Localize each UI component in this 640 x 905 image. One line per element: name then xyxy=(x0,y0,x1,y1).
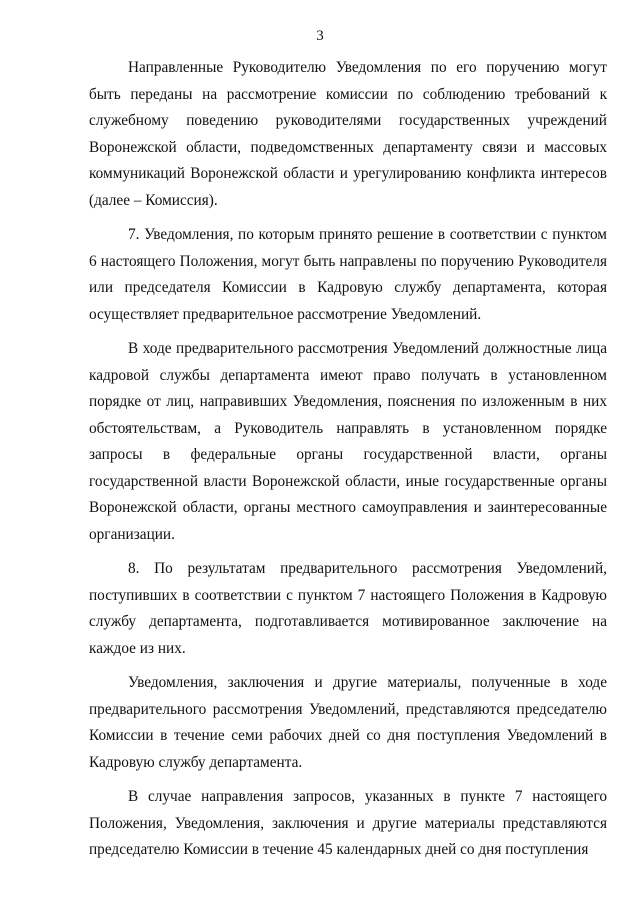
paragraph-commission-referral: Направленные Руководителю Уведомления по его поручению могут быть переданы на рассмотрение комиссии по соблюдению требований к служебному поведению руководителями государственных учреждений Воронежской области, подведомственных департаменту связи и массовых коммуникаций Воронежской области и урегулированию конфликта интересов (далее – Комиссия). xyxy=(89,59,607,209)
paragraph-item-8: 8. По результатам предварительного рассмотрения Уведомлений, поступивших в соответствии с пунктом 7 настоящего Положения в Кадровую службу департамента, подготавливается мотивированное заключение на каждое из них. xyxy=(89,560,607,657)
page-number: 3 xyxy=(316,28,324,44)
document-body xyxy=(89,55,607,864)
paragraph-submission-deadline: Уведомления, заключения и другие материалы, полученные в ходе предварительного рассмотрения Уведомлений, представляются председателю Комиссии в течение семи рабочих дней со дня поступления Уведомлений в Кадровую службу департамента. xyxy=(89,674,607,771)
paragraph-requests-deadline: В случае направления запросов, указанных в пункте 7 настоящего Положения, Уведомления, заключения и другие материалы представляются председателю Комиссии в течение 45 календарных дней со дня поступления xyxy=(89,788,607,858)
paragraph-preliminary-review: В ходе предварительного рассмотрения Уведомлений должностные лица кадровой службы департамента имеют право получать в установленном порядке от лиц, направивших Уведомления, пояснения по изложенным в них обстоятельствам, а Руководитель направлять в установленном порядке запросы в федеральные органы государственной власти, органы государственной власти Воронежской области, иные государственные органы Воронежской области, органы местного самоуправления и заинтересованные организации. xyxy=(89,340,607,543)
paragraph-item-7: 7. Уведомления, по которым принято решение в соответствии с пунктом 6 настоящего Положения, могут быть направлены по поручению Руководителя или председателя Комиссии в Кадровую службу департамента, которая осуществляет предварительное рассмотрение Уведомлений. xyxy=(89,226,607,323)
